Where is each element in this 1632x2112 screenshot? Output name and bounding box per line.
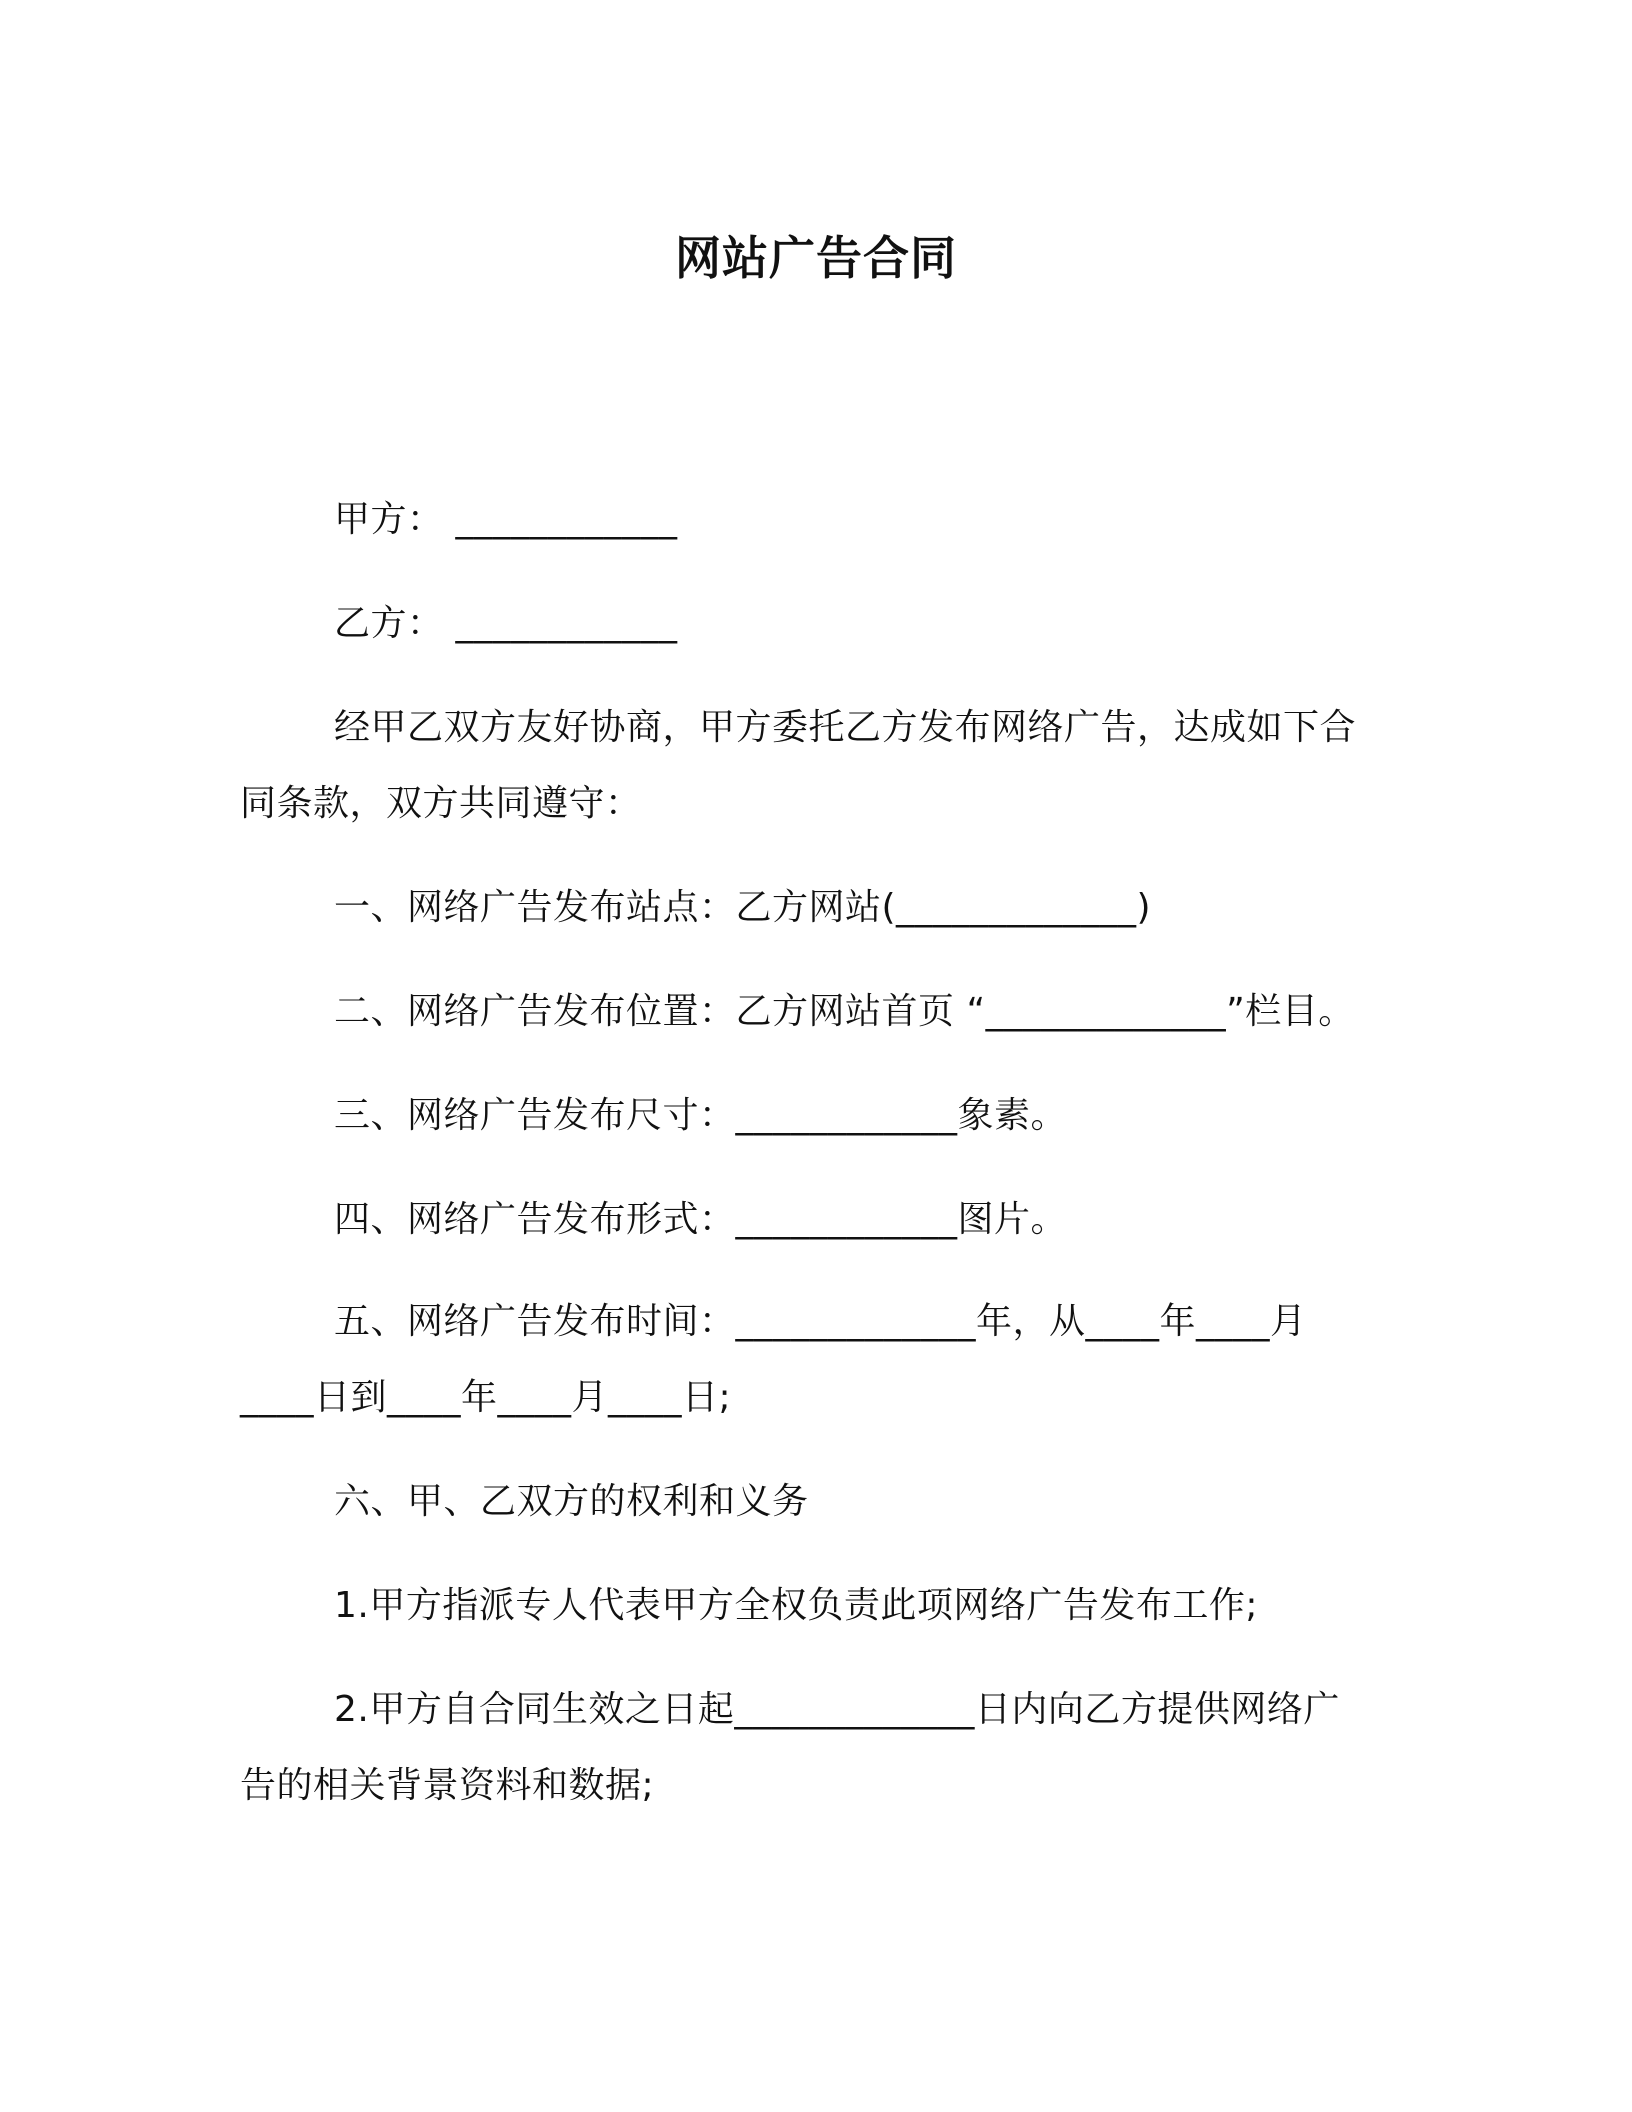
clause-4-format: 四、网络广告发布形式：____________图片。 — [334, 1199, 1068, 1240]
clause-2-position: 二、网络广告发布位置：乙方网站首页 “_____________”栏目。 — [334, 991, 1355, 1032]
intro-paragraph-line-1: 经甲乙双方友好协商，甲方委托乙方发布网络广告，达成如下合 — [334, 707, 1357, 748]
clause-3-size: 三、网络广告发布尺寸：____________象素。 — [334, 1095, 1068, 1136]
clause-6-rights-heading: 六、甲、乙双方的权利和义务 — [334, 1481, 809, 1522]
intro-paragraph-line-2: 同条款，双方共同遵守： — [240, 783, 642, 824]
document-title: 网站广告合同 — [675, 231, 957, 285]
clause-1-site: 一、网络广告发布站点：乙方网站(_____________) — [334, 887, 1152, 928]
rights-item-1: 1.甲方指派专人代表甲方全权负责此项网络广告发布工作; — [334, 1585, 1258, 1626]
clause-5-time-line-2: ____日到____年____月____日; — [240, 1377, 732, 1418]
rights-item-2-line-1: 2.甲方自合同生效之日起_____________日内向乙方提供网络广 — [334, 1689, 1340, 1730]
party-a-line: 甲方： ____________ — [334, 499, 678, 540]
clause-5-time-line-1: 五、网络广告发布时间：_____________年，从____年____月 — [334, 1301, 1307, 1342]
rights-item-2-line-2: 告的相关背景资料和数据; — [240, 1765, 655, 1806]
party-b-line: 乙方： ____________ — [334, 603, 678, 644]
